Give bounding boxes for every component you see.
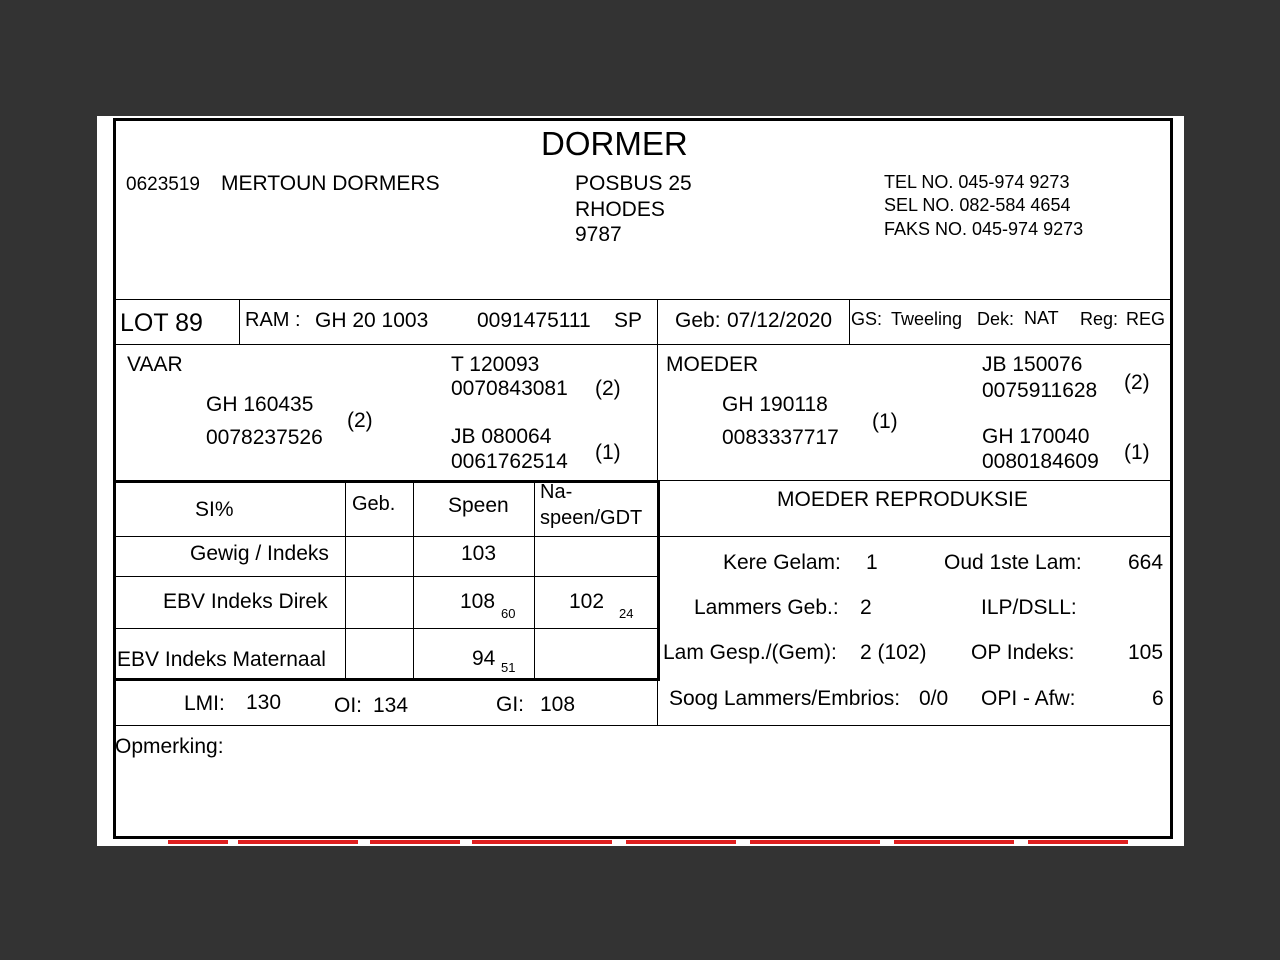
speen-direk-accuracy: 60: [501, 606, 516, 621]
kere-value: 1: [866, 551, 878, 574]
sire-count: (2): [347, 409, 373, 432]
sire-number: 0078237526: [206, 426, 323, 449]
reg-value: REG: [1126, 309, 1166, 329]
reg-label: Reg:: [1080, 309, 1119, 329]
divider: [849, 299, 850, 344]
divider: [116, 725, 1170, 726]
opi-label: OPI - Afw:: [981, 687, 1076, 710]
sire-dam-number: 0061762514: [451, 450, 568, 473]
sire-id: GH 160435: [206, 393, 314, 416]
row-label-ebv-direk: EBV Indeks Direk: [163, 590, 328, 613]
gesp-label: Lam Gesp./(Gem):: [663, 641, 837, 664]
opi-value: 6: [1152, 687, 1164, 710]
divider: [116, 536, 1170, 537]
divider: [534, 480, 535, 678]
dam-id: GH 190118: [722, 393, 828, 416]
divider: [657, 480, 660, 680]
divider: [116, 576, 660, 577]
dam-sire-id: JB 150076: [982, 353, 1083, 376]
ram-reg-number: 0091475111: [477, 309, 591, 332]
op-value: 105: [1128, 641, 1164, 664]
oi-value: 134: [373, 694, 409, 717]
sire-sire-count: (2): [595, 377, 621, 400]
birth-date: 07/12/2020: [727, 309, 833, 332]
divider: [413, 480, 414, 678]
dam-dam-count: (1): [1124, 441, 1150, 464]
oi-label: OI:: [334, 694, 363, 717]
sire-sire-id: T 120093: [451, 353, 540, 376]
breeder-name: MERTOUN DORMERS: [221, 172, 440, 195]
lammers-value: 2: [860, 596, 872, 619]
row-label-gewig: Gewig / Indeks: [190, 542, 329, 565]
row-label-ebv-maternaal: EBV Indeks Maternaal: [117, 648, 326, 671]
speen-gewig-value: 103: [461, 542, 497, 565]
naspeen-header-line-2: speen/GDT: [540, 507, 643, 529]
speen-direk-value: 108: [460, 590, 496, 613]
dam-label: MOEDER: [666, 353, 759, 376]
sire-sire-number: 0070843081: [451, 377, 568, 400]
naspeen-direk-value: 102: [569, 590, 605, 613]
geb-header: Geb.: [352, 493, 396, 515]
divider: [345, 480, 346, 678]
divider: [116, 480, 660, 483]
gs-value: Tweeling: [891, 309, 963, 329]
gesp-value: 2 (102): [860, 641, 927, 664]
gi-label: GI:: [496, 693, 525, 716]
divider: [116, 628, 660, 629]
soog-value: 0/0: [919, 687, 949, 710]
dam-number: 0083337717: [722, 426, 839, 449]
birth-label: Geb:: [675, 309, 721, 332]
soog-label: Soog Lammers/Embrios:: [669, 687, 901, 710]
kere-label: Kere Gelam:: [723, 551, 841, 574]
divider: [116, 678, 660, 681]
divider: [116, 299, 1170, 300]
divider: [239, 299, 240, 344]
address-line-3: 9787: [575, 223, 622, 246]
speen-maternaal-accuracy: 51: [501, 660, 516, 675]
lammers-label: Lammers Geb.:: [694, 596, 839, 619]
dam-dam-number: 0080184609: [982, 450, 1099, 473]
lmi-value: 130: [246, 691, 282, 714]
sire-dam-count: (1): [595, 441, 621, 464]
op-label: OP Indeks:: [971, 641, 1075, 664]
gs-label: GS:: [851, 309, 883, 329]
sire-dam-id: JB 080064: [451, 425, 552, 448]
divider: [116, 344, 1170, 345]
lot-number: LOT 89: [120, 309, 203, 337]
footer-note-cut-off: [160, 838, 1140, 846]
gi-value: 108: [540, 693, 576, 716]
si-header: SI%: [195, 498, 234, 521]
sel-number: SEL NO. 082-584 4654: [884, 195, 1071, 215]
remarks-label: Opmerking:: [115, 735, 224, 758]
dam-sire-number: 0075911628: [982, 379, 1098, 402]
faks-number: FAKS NO. 045-974 9273: [884, 219, 1084, 239]
sire-label: VAAR: [127, 353, 183, 376]
oud-label: Oud 1ste Lam:: [944, 551, 1082, 574]
ram-id: GH 20 1003: [315, 309, 429, 332]
dek-label: Dek:: [977, 309, 1015, 329]
address-line-1: POSBUS 25: [575, 172, 692, 195]
ram-label: RAM :: [245, 309, 301, 331]
dam-count: (1): [872, 410, 898, 433]
lmi-label: LMI:: [184, 692, 225, 715]
tel-number: TEL NO. 045-974 9273: [884, 172, 1070, 192]
dam-dam-id: GH 170040: [982, 425, 1090, 448]
naspeen-direk-accuracy: 24: [619, 606, 634, 621]
breed-title: DORMER: [541, 125, 688, 162]
ilp-label: ILP/DSLL:: [981, 596, 1077, 619]
divider: [660, 480, 1170, 481]
address-line-2: RHODES: [575, 198, 665, 221]
speen-maternaal-value: 94: [472, 647, 496, 670]
reproduction-title: MOEDER REPRODUKSIE: [777, 488, 1028, 511]
dek-value: NAT: [1024, 308, 1059, 328]
oud-value: 664: [1128, 551, 1164, 574]
naspeen-header-line-1: Na-: [540, 481, 573, 503]
breeder-number: 0623519: [126, 174, 200, 195]
dam-sire-count: (2): [1124, 371, 1150, 394]
ram-code: SP: [614, 309, 643, 332]
speen-header: Speen: [448, 494, 509, 517]
